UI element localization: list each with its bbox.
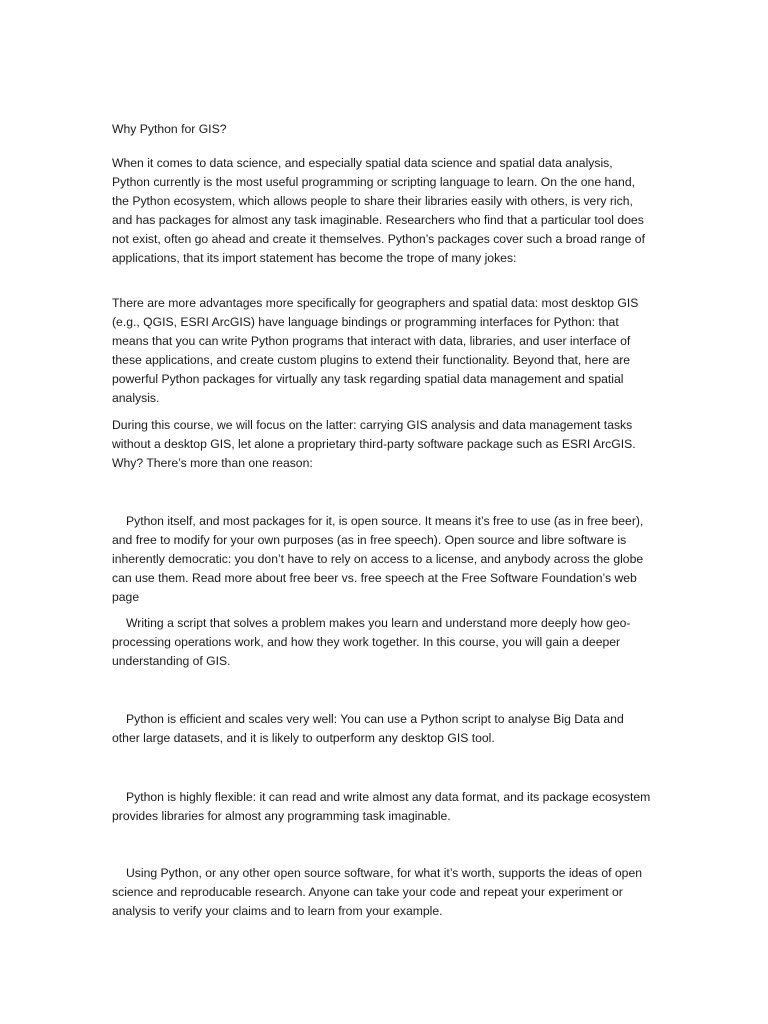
reason-flexibility: Python is highly flexible: it can read and write almost any data format, and its package ecosystem provides libraries for almost any programming task imaginable. (112, 790, 651, 823)
reason-learning: Writing a script that solves a problem makes you learn and understand more deeply how geo-processing operations work, and how they work together. In this course, you will gain a deeper understanding of GIS. (112, 616, 631, 668)
course-focus-paragraph: During this course, we will focus on the latter: carrying GIS analysis and data management tasks without a desktop GIS, let alone a proprietary third-party software package such as ESRI ArcGIS. Why? There’s more than one reason: (112, 418, 636, 470)
advantages-paragraph: There are more advantages more specifically for geographers and spatial data: most desktop GIS (e.g., QGIS, ESRI ArcGIS) have language bindings or programming interfaces for Python: that means that you can write Python programs that interact with data, libraries, and user interface of these applications, and create custom plugins to extend their functionality. Beyond that, here are powerful Python packages for virtually any task regarding spatial data management and spatial analysis. (112, 296, 639, 405)
reason-efficiency: Python is efficient and scales very well: You can use a Python script to analyse Big Data and other large datasets, and it is likely to outperform any desktop GIS tool. (112, 712, 624, 745)
intro-paragraph: When it comes to data science, and especially spatial data science and spatial data analysis, Python currently is the most useful programming or scripting language to learn. On the one hand, the Python ecosystem, which allows people to share their libraries easily with others, is very rich, and has packages for almost any task imaginable. Researchers who find that a particular tool does not exist, often go ahead and create it themselves. Python’s packages cover such a broad range of applications, that its import statement has become the trope of many jokes: (112, 156, 645, 265)
reason-open-source: Python itself, and most packages for it, is open source. It means it’s free to use (as in free beer), and free to modify for your own purposes (as in free speech). Open source and libre software is inherently democratic: you don’t have to rely on access to a license, and anybody across the globe can use them. Read more about free beer vs. free speech at the Free Software Foundation’s web page (112, 514, 644, 604)
document-title: Why Python for GIS? (112, 122, 227, 136)
reason-open-science: Using Python, or any other open source software, for what it’s worth, supports the ideas of open science and reproducable research. Anyone can take your code and repeat your experiment or analysis to verify your claims and to learn from your example. (112, 866, 642, 918)
